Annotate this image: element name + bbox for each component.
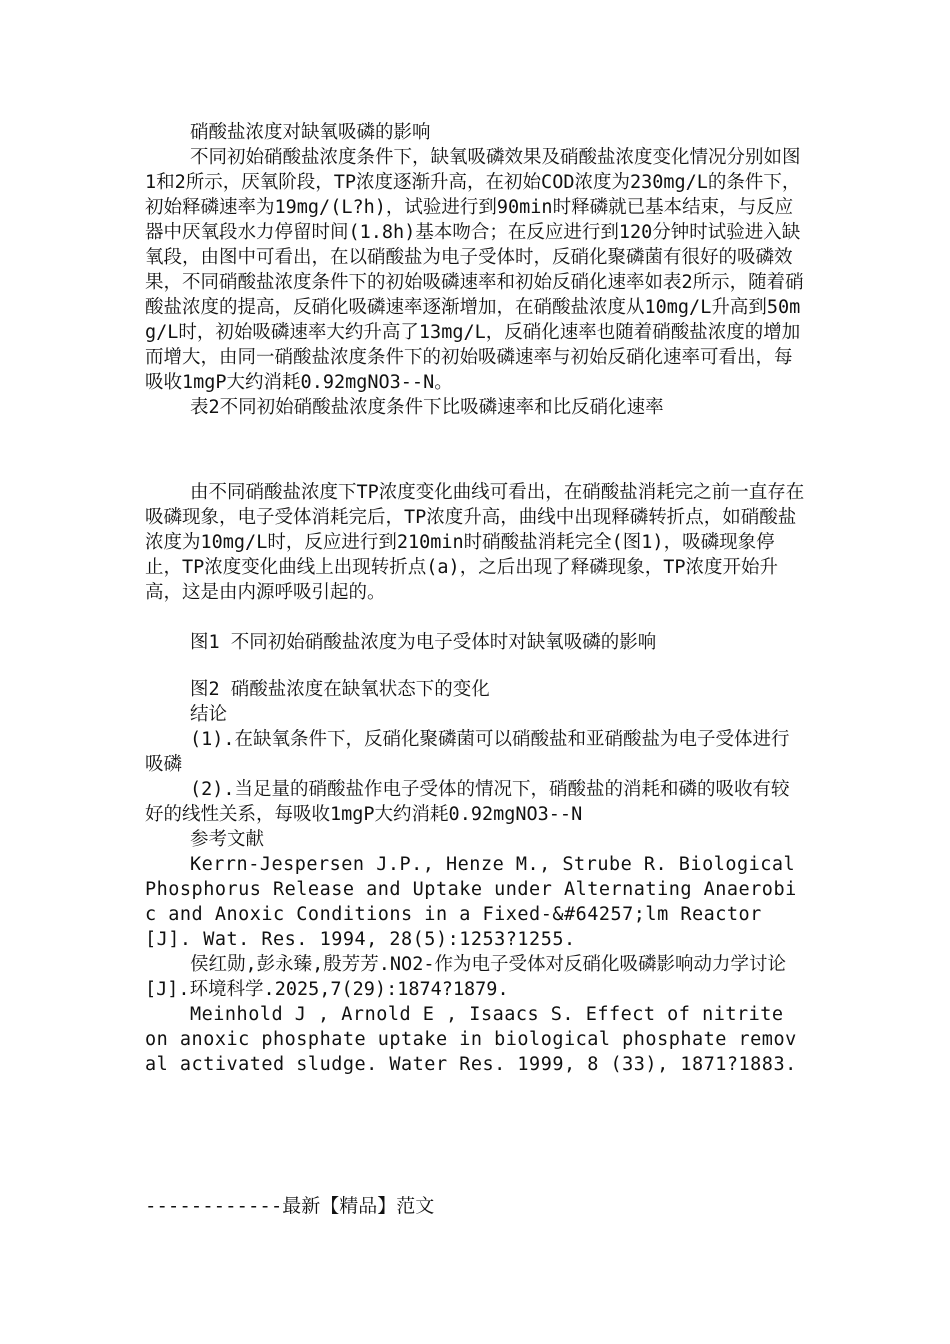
figure-2-caption: 图2 硝酸盐浓度在缺氧状态下的变化 xyxy=(190,679,490,700)
reference-2: 侯红勋,彭永臻,殷芳芳.NO2-作为电子受体对反硝化吸磷影响动力学讨论[J].环境科学.2025,7(29):1874?1879. xyxy=(145,954,786,1000)
paragraph-1: 不同初始硝酸盐浓度条件下，缺氧吸磷效果及硝酸盐浓度变化情况分别如图1和2所示，厌氧阶段，TP浓度逐渐升高，在初始COD浓度为230mg/L的条件下，初始释磷速率为19mg/(L?h)，试验进行到90min时释磷就已基本结束，与反应器中厌氧段水力停留时间(1.8h)基本吻合；在反应进行到120分钟时试验进入缺氧段，由图中可看出，在以硝酸盐为电子受体时，反硝化聚磷菌有很好的吸磷效果，不同硝酸盐浓度条件下的初始吸磷速率和初始反硝化速率如表2所示，随着硝酸盐浓度的提高，反硝化吸磷速率逐渐增加，在硝酸盐浓度从10mg/L升高到50mg/L时，初始吸磷速率大约升高了13mg/L，反硝化速率也随着硝酸盐浓度的增加而增大，由同一硝酸盐浓度条件下的初始吸磷速率与初始反硝化速率可看出，每吸收1mgP大约消耗0.92mgNO3--N。 xyxy=(145,147,804,393)
conclusion-item-2: (2).当足量的硝酸盐作电子受体的情况下，硝酸盐的消耗和磷的吸收有较好的线性关系，每吸收1mgP大约消耗0.92mgNO3--N xyxy=(145,779,790,825)
conclusion-item-1: (1).在缺氧条件下，反硝化聚磷菌可以硝酸盐和亚硝酸盐为电子受体进行吸磷 xyxy=(145,729,790,775)
paragraph-2: 由不同硝酸盐浓度下TP浓度变化曲线可看出，在硝酸盐消耗完之前一直存在吸磷现象，电子受体消耗完后，TP浓度升高，曲线中出现释磷转折点，如硝酸盐浓度为10mg/L时，反应进行到210min时硝酸盐消耗完全(图1)，吸磷现象停止，TP浓度变化曲线上出现转折点(a)，之后出现了释磷现象，TP浓度开始升高，这是由内源呼吸引起的。 xyxy=(145,482,805,603)
conclusion-heading: 结论 xyxy=(190,704,228,725)
footer-banner: ------------最新【精品】范文 xyxy=(145,1195,435,1217)
table-caption: 表2不同初始硝酸盐浓度条件下比吸磷速率和比反硝化速率 xyxy=(190,397,664,418)
reference-3: Meinhold J , Arnold E , Isaacs S. Effect of nitrite on anoxic phosphate uptake in biological phosphate removal activated sludge. Water Res. 1999, 8 (33), 1871?1883. xyxy=(145,1004,797,1075)
document-body xyxy=(145,120,805,1077)
section-heading: 硝酸盐浓度对缺氧吸磷的影响 xyxy=(190,122,431,143)
references-heading: 参考文献 xyxy=(190,829,265,850)
figure-1-caption: 图1 不同初始硝酸盐浓度为电子受体时对缺氧吸磷的影响 xyxy=(190,632,657,653)
reference-1: Kerrn-Jespersen J.P., Henze M., Strube R. Biological Phosphorus Release and Uptake under Alternating Anaerobic and Anoxic Conditions in a Fixed-&#64257;lm Reactor[J]. Wat. Res. 1994, 28(5):1253?1255. xyxy=(145,854,807,950)
